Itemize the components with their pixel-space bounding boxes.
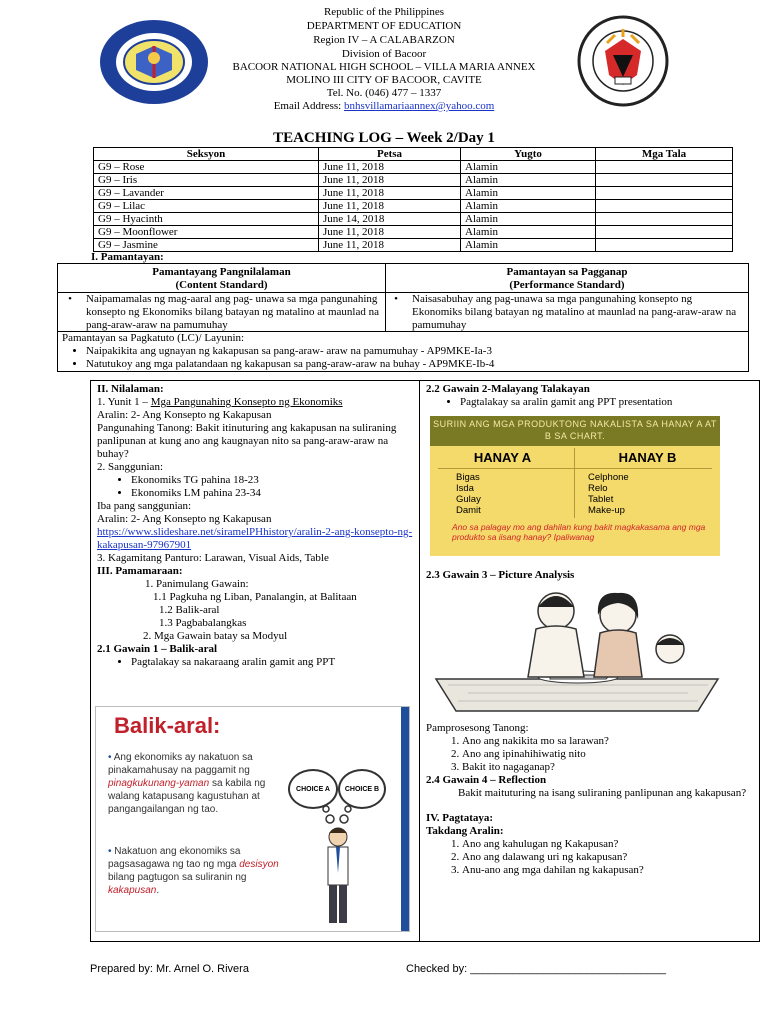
- performance-standard-body: Naisasabuhay ang pag-unawa sa mga pangunahing konsepto ng Ekonomiks bilang batayan ng matalino at maunlad na pang-araw-araw na pamumuhay: [412, 293, 737, 331]
- email-line: [0, 100, 768, 113]
- header-line-4: Division of Bacoor: [341, 48, 427, 60]
- table-row: [94, 239, 733, 252]
- yunit-title: Mga Pangunahing Konsepto ng Ekonomiks: [150, 396, 343, 408]
- slide-bullet-2-a: Nakatuon ang ekonomiks sa pagsasagawa ng tao ng mga: [108, 846, 241, 870]
- content-standard-title-2: (Content Standard): [175, 279, 268, 291]
- email-link[interactable]: bnhsvillamariaannex@yahoo.com: [343, 100, 495, 112]
- gawain-2-heading: 2.2 Gawain 2-Malayang Talakayan: [426, 383, 590, 395]
- aralin-line: Aralin: 2- Ang Konsepto ng Kakapusan: [97, 409, 272, 421]
- cell-petsa: June 11, 2018: [319, 161, 461, 174]
- performance-standard-title-2: (Performance Standard): [509, 279, 625, 291]
- hanay-b-header: HANAY B: [618, 450, 677, 465]
- lc-list: [64, 345, 756, 371]
- hanay-a-item: Bigas: [456, 472, 480, 483]
- sanggunian-item: • Ekonomiks LM pahina 23-34: [131, 487, 417, 500]
- col-header-petsa: Petsa: [319, 148, 461, 161]
- pamantayan-heading: I. Pamantayan:: [91, 251, 164, 263]
- cell-petsa: June 14, 2018: [319, 213, 461, 226]
- lc-item: • Naipakikita ang ugnayan ng kakapusan sa pang-araw- araw na pamumuhay - AP9MKE-Ia-3: [86, 345, 756, 358]
- takdang-item: 1. Ano ang kahulugan ng Kakapusan?: [462, 838, 751, 851]
- yunit-line: [97, 396, 417, 409]
- table-row: [94, 161, 733, 174]
- slide-bullet-1-b: sa kabila ng walang katapusang kagustuhan at pangangailangan ng tao.: [108, 778, 266, 815]
- cell-petsa: June 11, 2018: [319, 226, 461, 239]
- col-header-seksyon: Seksyon: [94, 148, 319, 161]
- table-row: [94, 213, 733, 226]
- cell-seksyon: G9 – Rose: [94, 161, 319, 174]
- cell-seksyon: G9 – Hyacinth: [94, 213, 319, 226]
- takdang-list: [426, 838, 751, 877]
- hanay-a-list: [456, 472, 481, 516]
- standards-box: [57, 263, 749, 372]
- sanggunian-list: [97, 474, 417, 500]
- hanay-a-item: Isda: [456, 483, 474, 494]
- gawain-1-list: [97, 656, 417, 669]
- hanay-question: Ano sa palagay mo ang dahilan kung bakit magkakasama ang mga produkto sa iisang hanay? Ipaliwanag: [452, 522, 706, 542]
- table-row: [94, 200, 733, 213]
- hanay-a-item: Gulay: [456, 494, 481, 505]
- gawain-3-heading: 2.3 Gawain 3 – Picture Analysis: [426, 569, 575, 581]
- step-1-2: 1.2 Balik-aral: [159, 604, 220, 616]
- cell-tala: [596, 200, 733, 213]
- hanay-a-item: Damit: [456, 505, 481, 516]
- schedule-header-row: [94, 148, 733, 161]
- col-header-mga-tala: Mga Tala: [596, 148, 733, 161]
- header-line-6: MOLINO III CITY OF BACOOR, CAVITE: [286, 74, 482, 86]
- header-line-3: Region IV – A CALABARZON: [313, 34, 455, 46]
- content-standard-text: [62, 293, 380, 332]
- lc-label: Pamantayan sa Pagkatuto (LC)/ Layunin:: [62, 332, 245, 344]
- balik-aral-slide: [95, 706, 410, 932]
- header-line-7: Tel. No. (046) 477 – 1337: [326, 87, 442, 99]
- table-row: [94, 226, 733, 239]
- slide-title: Balik-aral:: [114, 713, 221, 738]
- cell-yugto: Alamin: [461, 239, 596, 252]
- takdang-item: 2. Ano ang dalawang uri ng kakapusan?: [462, 851, 751, 864]
- cell-petsa: June 11, 2018: [319, 239, 461, 252]
- pamamaraan-heading: III. Pamamaraan:: [97, 565, 183, 577]
- hanay-b-item: Relo: [588, 483, 608, 494]
- slide-bullet-1-a: Ang ekonomiks ay nakatuon sa pinakamahusay na paggamit ng: [108, 752, 253, 776]
- page-title: TEACHING LOG – Week 2/Day 1: [273, 130, 495, 146]
- left-column: [97, 383, 417, 669]
- proseso-item: 3. Bakit ito nagaganap?: [462, 761, 751, 774]
- proseso-item: 2. Ano ang ipinahihiwatig nito: [462, 748, 751, 761]
- slide-bullet-2-b: bilang pagtugon sa suliranin ng: [108, 872, 247, 883]
- cell-seksyon: G9 – Moonflower: [94, 226, 319, 239]
- performance-standard-title: [386, 266, 748, 292]
- cell-petsa: June 11, 2018: [319, 187, 461, 200]
- nilalaman-heading: II. Nilalaman:: [97, 383, 164, 395]
- hanay-divider: [574, 448, 575, 518]
- choice-b-bubble: CHOICE B: [338, 769, 386, 809]
- proseso-heading: Pamprosesong Tanong:: [426, 722, 529, 734]
- email-label: Email Address:: [273, 100, 344, 112]
- cell-yugto: Alamin: [461, 200, 596, 213]
- cell-yugto: Alamin: [461, 174, 596, 187]
- cell-yugto: Alamin: [461, 226, 596, 239]
- hanay-b-item: Celphone: [588, 472, 629, 483]
- procedure-divider: [419, 381, 420, 941]
- hanay-b-item: Make-up: [588, 505, 625, 516]
- cell-yugto: Alamin: [461, 187, 596, 200]
- pagtataya-heading: IV. Pagtataya:: [426, 812, 494, 824]
- cell-seksyon: G9 – Iris: [94, 174, 319, 187]
- aralin-line-2: Aralin: 2- Ang Konsepto ng Kakapusan: [97, 513, 272, 525]
- slide-bullet-1: [108, 751, 288, 816]
- yunit-prefix: 1. Yunit 1 –: [97, 396, 151, 408]
- gawain-1-heading: 2.1 Gawain 1 – Balik-aral: [97, 643, 218, 655]
- cell-petsa: June 11, 2018: [319, 200, 461, 213]
- hanay-b-list: [588, 472, 629, 516]
- spacer: [426, 800, 751, 812]
- cell-seksyon: G9 – Lavander: [94, 187, 319, 200]
- iba-pang-sanggunian: Iba pang sanggunian:: [97, 500, 192, 512]
- slide-bullet-2-c: .: [156, 885, 160, 896]
- gawain-2-list: [426, 396, 751, 409]
- lc-item: • Natutukoy ang mga palatandaan ng kakapusan sa pang-araw-araw na buhay - AP9MKE-Ib-4: [86, 358, 756, 371]
- cell-tala: [596, 161, 733, 174]
- bullet-glyph: •: [68, 293, 72, 305]
- gawain-2-item: • Pagtalakay sa aralin gamit ang PPT presentation: [460, 396, 751, 409]
- table-row: [94, 174, 733, 187]
- pangunahing-tanong: Pangunahing Tanong: Bakit itinuturing ang kakapusan na suliraning panlipunan at kung ano ang kaugnayan nito sa pang-araw-araw na buhay?: [97, 422, 397, 460]
- right-column: [426, 383, 751, 409]
- kagamitan-line: 3. Kagamitang Panturo: Larawan, Visual Aids, Table: [97, 552, 329, 564]
- gawain-4-text: Bakit maituturing na isang suliraning panlipunan ang kakapusan?: [458, 787, 747, 799]
- mga-gawain-line: 2. Mga Gawain batay sa Modyul: [143, 630, 288, 642]
- choice-a-bubble: CHOICE A: [288, 769, 338, 809]
- header-line-2: DEPARTMENT OF EDUCATION: [306, 20, 462, 32]
- slide-bullet-2: [108, 845, 288, 897]
- slide-bullet-1-em: pinagkukunang-yaman: [108, 778, 210, 789]
- sanggunian-item: • Ekonomiks TG pahina 18-23: [131, 474, 417, 487]
- cell-seksyon: G9 – Jasmine: [94, 239, 319, 252]
- hanay-a-header: HANAY A: [473, 450, 532, 465]
- cell-tala: [596, 226, 733, 239]
- performance-standard-text: [388, 293, 744, 332]
- cell-tala: [596, 239, 733, 252]
- panimulang-gawain: 1. Panimulang Gawain:: [145, 578, 249, 590]
- gawain-4-heading: 2.4 Gawain 4 – Reflection: [426, 774, 547, 786]
- schedule-table: [93, 147, 733, 252]
- cell-yugto: Alamin: [461, 213, 596, 226]
- cell-tala: [596, 174, 733, 187]
- header-line-1: Republic of the Philippines: [323, 6, 445, 18]
- cell-seksyon: G9 – Lilac: [94, 200, 319, 213]
- reference-link[interactable]: https://www.slideshare.net/siramelPHhistory/aralin-2-ang-konsepto-ng-kakapusan-97967901: [97, 526, 413, 551]
- right-column-lower: [426, 722, 751, 877]
- hanay-banner: SURIIN ANG MGA PRODUKTONG NAKALISTA SA HANAY A AT B SA CHART.: [430, 416, 720, 446]
- step-1-1: 1.1 Pagkuha ng Liban, Panalangin, at Balitaan: [153, 591, 357, 603]
- bullet-glyph: •: [108, 752, 114, 763]
- bullet-glyph: •: [394, 293, 398, 305]
- cell-petsa: June 11, 2018: [319, 174, 461, 187]
- performance-standard-title-1: Pamantayan sa Pagganap: [506, 266, 628, 278]
- content-standard-title-1: Pamantayang Pangnilalaman: [152, 266, 291, 278]
- proseso-item: 1. Ano ang nakikita mo sa larawan?: [462, 735, 751, 748]
- table-row: [94, 187, 733, 200]
- slide-bullet-2-em: desisyon: [239, 859, 279, 870]
- hanay-b-item: Tablet: [588, 494, 614, 505]
- checked-by: Checked by: ________________________________: [406, 963, 666, 975]
- cell-tala: [596, 187, 733, 200]
- content-standard-body: Naipamamalas ng mag-aaral ang pag- unawa sa mga pangunahing konsepto ng Ekonomiks bilang batayan ng matalino at maunlad na pang-araw-araw na pamumuhay: [86, 293, 379, 331]
- hanay-chart-image: [430, 416, 720, 556]
- picture-analysis-illustration: [428, 585, 726, 717]
- bullet-glyph: •: [108, 846, 115, 857]
- hanay-header-rule: [438, 468, 712, 469]
- sanggunian-heading: 2. Sanggunian:: [97, 461, 163, 473]
- gawain-1-item: • Pagtalakay sa nakaraang aralin gamit ang PPT: [131, 656, 417, 669]
- col-header-yugto: Yugto: [461, 148, 596, 161]
- cell-yugto: Alamin: [461, 161, 596, 174]
- takdang-item: 3. Anu-ano ang mga dahilan ng kakapusan?: [462, 864, 751, 877]
- header-line-5: BACOOR NATIONAL HIGH SCHOOL – VILLA MARIA ANNEX: [232, 61, 536, 73]
- slide-accent-bar: [401, 707, 409, 931]
- proseso-list: [426, 735, 751, 774]
- prepared-by: Prepared by: Mr. Arnel O. Rivera: [90, 963, 249, 975]
- thinking-man-illustration: [306, 803, 376, 927]
- takdang-aralin-heading: Takdang Aralin:: [426, 825, 504, 837]
- step-1-3: 1.3 Pagbabalangkas: [159, 617, 247, 629]
- slide-bullet-2-em2: kakapusan: [108, 885, 157, 896]
- content-standard-title: [58, 266, 385, 292]
- cell-tala: [596, 213, 733, 226]
